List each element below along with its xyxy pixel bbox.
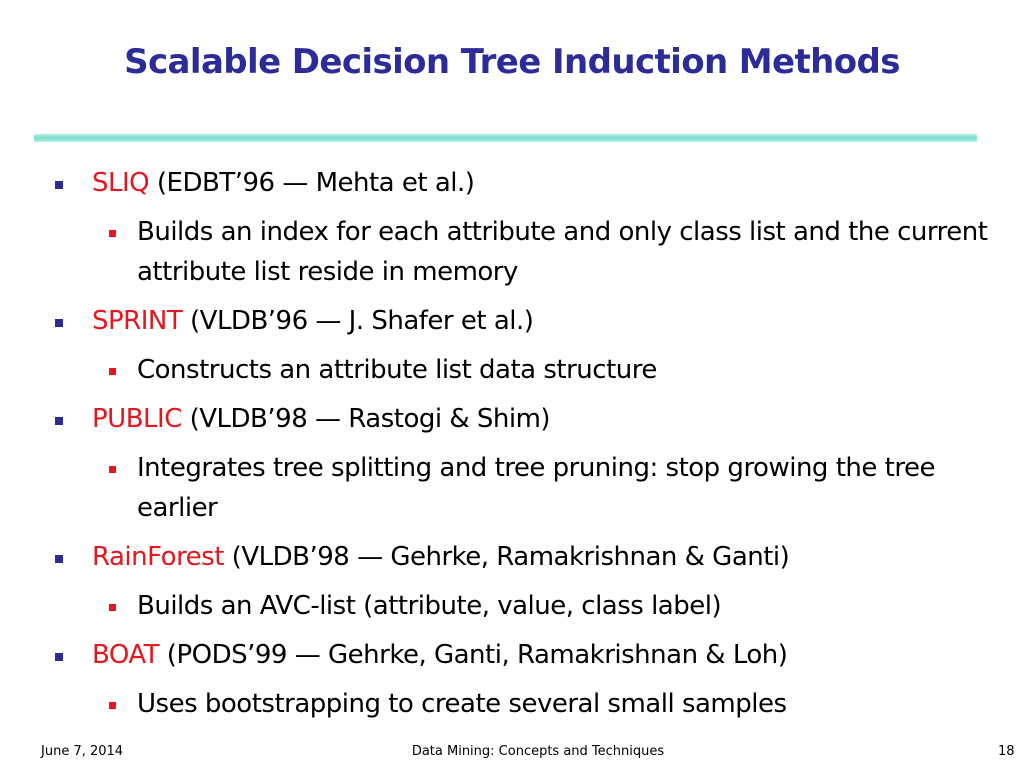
method-name: PUBLIC [92, 404, 182, 434]
list-item-sprint [92, 301, 533, 341]
footer-title: Data Mining: Concepts and Techniques [411, 744, 665, 759]
method-name: SLIQ [92, 168, 150, 198]
sub-item-sprint [137, 350, 997, 390]
method-reference: (VLDB’96 — J. Shafer et al.) [182, 306, 534, 336]
square-bullet-icon [109, 368, 116, 375]
list-item-boat [92, 635, 787, 675]
method-name: SPRINT [92, 306, 183, 336]
sub-item-boat [137, 684, 997, 724]
square-bullet-icon [109, 702, 116, 709]
method-reference: (EDBT’96 — Mehta et al.) [149, 168, 475, 198]
method-reference: (VLDB’98 — Gehrke, Ramakrishnan & Ganti) [223, 542, 790, 572]
method-reference: (VLDB’98 — Rastogi & Shim) [181, 404, 551, 434]
list-item-sliq [92, 163, 474, 203]
sub-item-text: Builds an AVC-list (attribute, value, class label) [137, 591, 722, 621]
square-bullet-icon [55, 653, 63, 661]
sub-item-text: Uses bootstrapping to create several small samples [137, 689, 787, 719]
square-bullet-icon [55, 555, 63, 563]
square-bullet-icon [55, 181, 63, 189]
square-bullet-icon [109, 604, 116, 611]
square-bullet-icon [109, 466, 116, 473]
square-bullet-icon [55, 417, 63, 425]
sub-item-rainforest [137, 586, 997, 626]
list-item-public [92, 399, 550, 439]
sub-item-sliq [137, 212, 997, 292]
sub-item-text: Constructs an attribute list data structure [137, 355, 657, 385]
method-name: RainForest [92, 542, 224, 572]
sub-item-text: Builds an index for each attribute and only class list and the current attribute list reside in memory [137, 217, 988, 287]
sub-item-text: Integrates tree splitting and tree pruning: stop growing the tree earlier [137, 453, 935, 523]
slide-title: Scalable Decision Tree Induction Methods [124, 42, 900, 82]
list-item-rainforest [92, 537, 789, 577]
page-number: 18 [998, 744, 1015, 759]
method-reference: (PODS’99 — Gehrke, Ganti, Ramakrishnan & Loh) [159, 640, 788, 670]
square-bullet-icon [109, 230, 116, 237]
sub-item-public [137, 448, 997, 528]
method-name: BOAT [92, 640, 160, 670]
square-bullet-icon [55, 319, 63, 327]
footer-date: June 7, 2014 [41, 744, 124, 759]
